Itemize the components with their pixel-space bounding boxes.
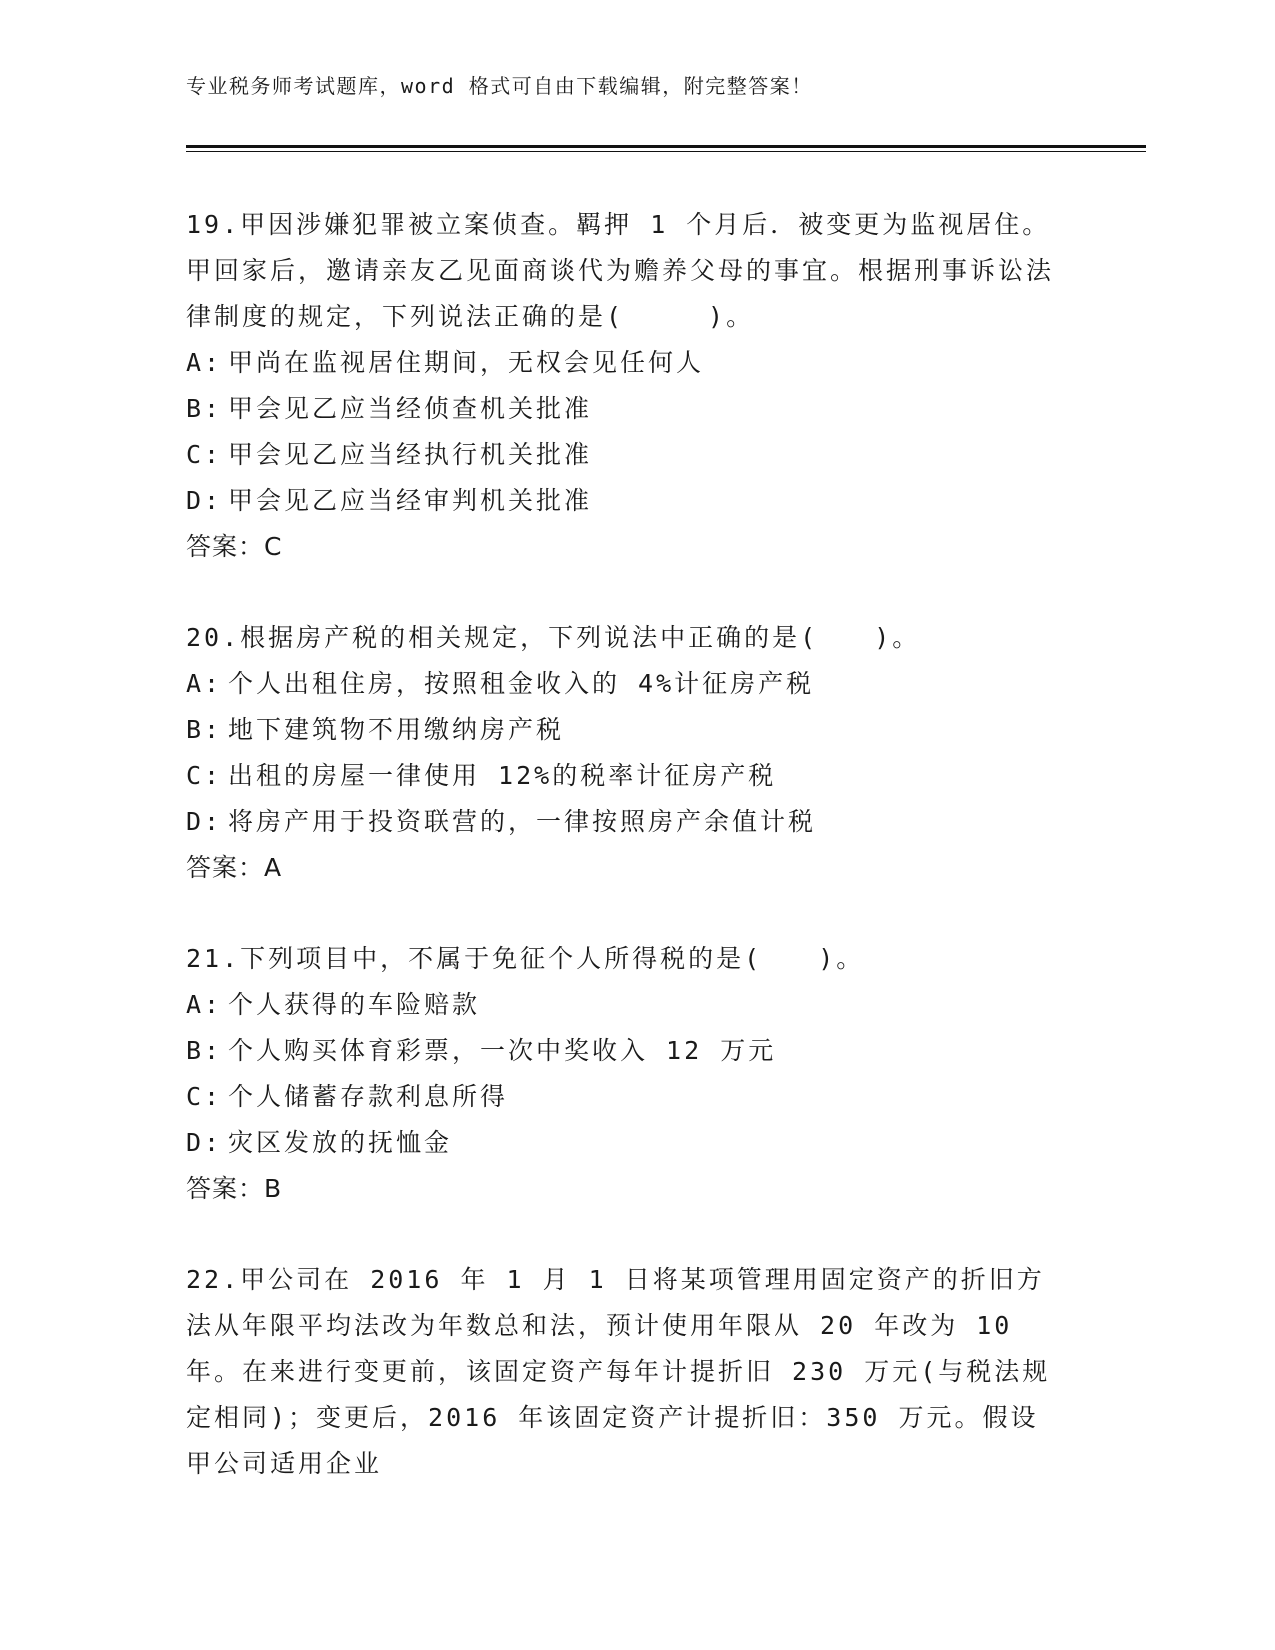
option-c (186, 753, 1066, 799)
question-20 (186, 615, 1066, 891)
option-text: 出租的房屋一律使用 12%的税率计征房产税 (228, 761, 777, 790)
option-key: D: (186, 1128, 223, 1157)
question-stem: 21.下列项目中，不属于免征个人所得税的是( )。 (186, 944, 865, 973)
option-d (186, 799, 1066, 845)
option-key: A: (186, 669, 223, 698)
answer-label: 答案：A (186, 853, 283, 882)
option-key: B: (186, 715, 223, 744)
option-text: 甲会见乙应当经执行机关批准 (228, 440, 593, 469)
option-text: 甲会见乙应当经审判机关批准 (228, 486, 593, 515)
question-21 (186, 936, 1066, 1212)
option-a (186, 982, 1066, 1028)
option-key: D: (186, 486, 223, 515)
option-a (186, 661, 1066, 707)
option-c (186, 1074, 1066, 1120)
answer-label: 答案：B (186, 1174, 283, 1203)
option-key: A: (186, 348, 223, 377)
option-key: B: (186, 394, 223, 423)
question-stem: 19.甲因涉嫌犯罪被立案侦查。羁押 1 个月后．被变更为监视居住。甲回家后，邀请亲友乙见面商谈代为赡养父母的事宜。根据刑事诉讼法律制度的规定，下列说法正确的是( )。 (186, 210, 1055, 331)
option-text: 灾区发放的抚恤金 (228, 1128, 453, 1157)
question-stem: 22.甲公司在 2016 年 1 月 1 日将某项管理用固定资产的折旧方法从年限平均法改为年数总和法，预计使用年限从 20 年改为 10 年。在来进行变更前，该固定资产每年计提折旧 230 万元(与税法规定相同)；变更后，2016 年该固定资产计提折旧：350 万元。假设甲公司适用企业 (186, 1265, 1051, 1478)
option-text: 个人获得的车险赔款 (228, 990, 481, 1019)
option-b (186, 707, 1066, 753)
option-text: 个人购买体育彩票，一次中奖收入 12 万元 (228, 1036, 777, 1065)
question-list (186, 202, 1066, 1487)
option-text: 个人储蓄存款利息所得 (228, 1082, 509, 1111)
question-22 (186, 1257, 1066, 1487)
option-key: C: (186, 1082, 223, 1111)
page-header: 专业税务师考试题库，word 格式可自由下载编辑，附完整答案！ (186, 74, 813, 98)
answer-label: 答案：C (186, 532, 283, 561)
option-d (186, 1120, 1066, 1166)
header-rule-thick (186, 145, 1146, 148)
option-text: 将房产用于投资联营的，一律按照房产余值计税 (228, 807, 817, 836)
option-b (186, 1028, 1066, 1074)
option-key: D: (186, 807, 223, 836)
option-key: C: (186, 440, 223, 469)
option-a (186, 340, 1066, 386)
question-stem: 20.根据房产税的相关规定，下列说法中正确的是( )。 (186, 623, 921, 652)
option-key: B: (186, 1036, 223, 1065)
option-text: 个人出租住房，按照租金收入的 4%计征房产税 (228, 669, 815, 698)
option-text: 甲尚在监视居住期间，无权会见任何人 (228, 348, 705, 377)
option-key: A: (186, 990, 223, 1019)
option-c (186, 432, 1066, 478)
option-key: C: (186, 761, 223, 790)
option-text: 地下建筑物不用缴纳房产税 (228, 715, 565, 744)
option-b (186, 386, 1066, 432)
question-19 (186, 202, 1066, 570)
option-d (186, 478, 1066, 524)
option-text: 甲会见乙应当经侦查机关批准 (228, 394, 593, 423)
header-rule-thin (186, 151, 1146, 152)
